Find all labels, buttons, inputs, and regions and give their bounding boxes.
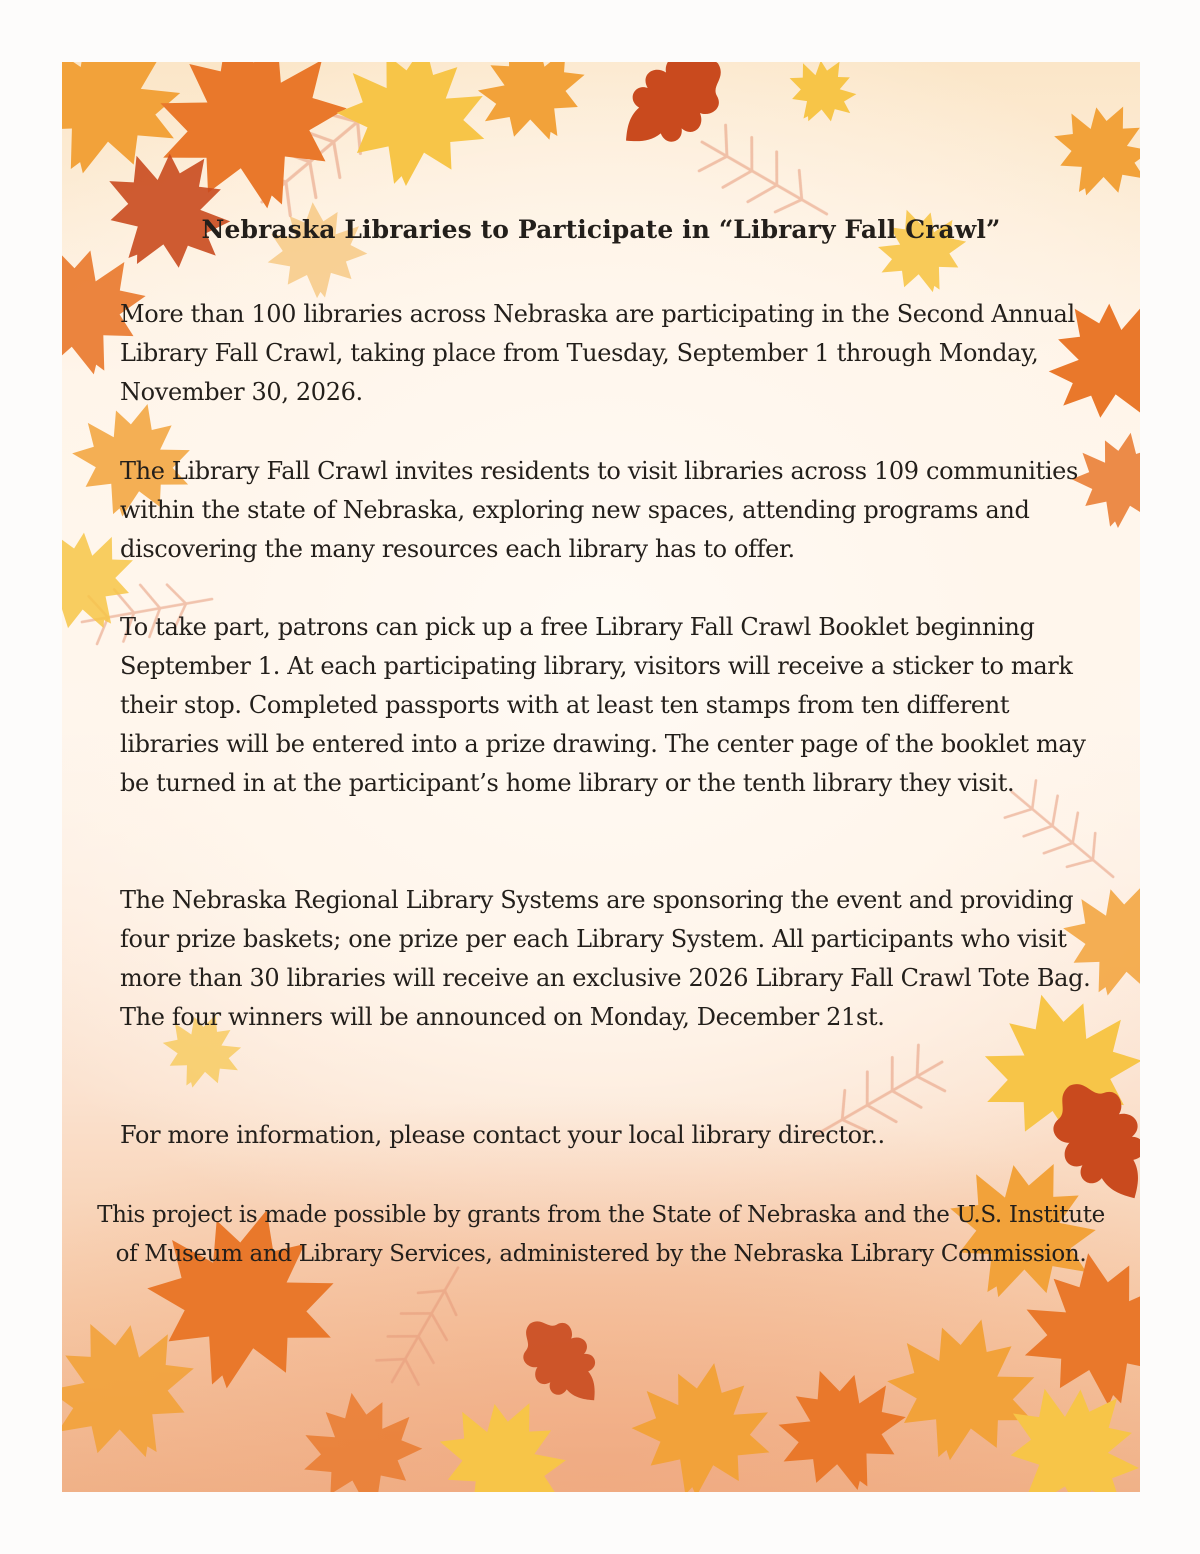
flyer-text — [62, 62, 1140, 1492]
paragraph-how-to-participate: To take part, patrons can pick up a free Library Fall Crawl Booklet beginning September 1. At each participating library, visitors will receive a sticker to mark their stop. Completed passports with at least ten stamps from ten different libraries will be entered into a prize drawing. The center page of the booklet may be turned in at the participant’s home library or the tenth library they visit. — [120, 613, 1086, 797]
grant-credit: This project is made possible by grants from the State of Nebraska and the U.S. Institute of Museum and Library Services, administered by the Nebraska Library Commission. — [97, 1202, 1105, 1267]
paragraph-dates: More than 100 libraries across Nebraska are participating in the Second Annual Library Fall Crawl, taking place from Tuesday, September 1 through Monday, November 30, 2026. — [120, 300, 1075, 406]
headline: Nebraska Libraries to Participate in “Library Fall Crawl” — [201, 215, 1001, 244]
paragraph-invitation: The Library Fall Crawl invites residents to visit libraries across 109 communities within the state of Nebraska, exploring new spaces, attending programs and discovering the many resources each library has to offer. — [120, 457, 1078, 563]
flyer — [62, 62, 1140, 1492]
paragraph-sponsors-prizes: The Nebraska Regional Library Systems are sponsoring the event and providing four prize baskets; one prize per each Library System. All participants who visit more than 30 libraries will receive an exclusive 2026 Library Fall Crawl Tote Bag. The four winners will be announced on Monday, December 21st. — [120, 886, 1091, 1031]
paragraph-more-info: For more information, please contact your local library director.. — [120, 1121, 885, 1149]
